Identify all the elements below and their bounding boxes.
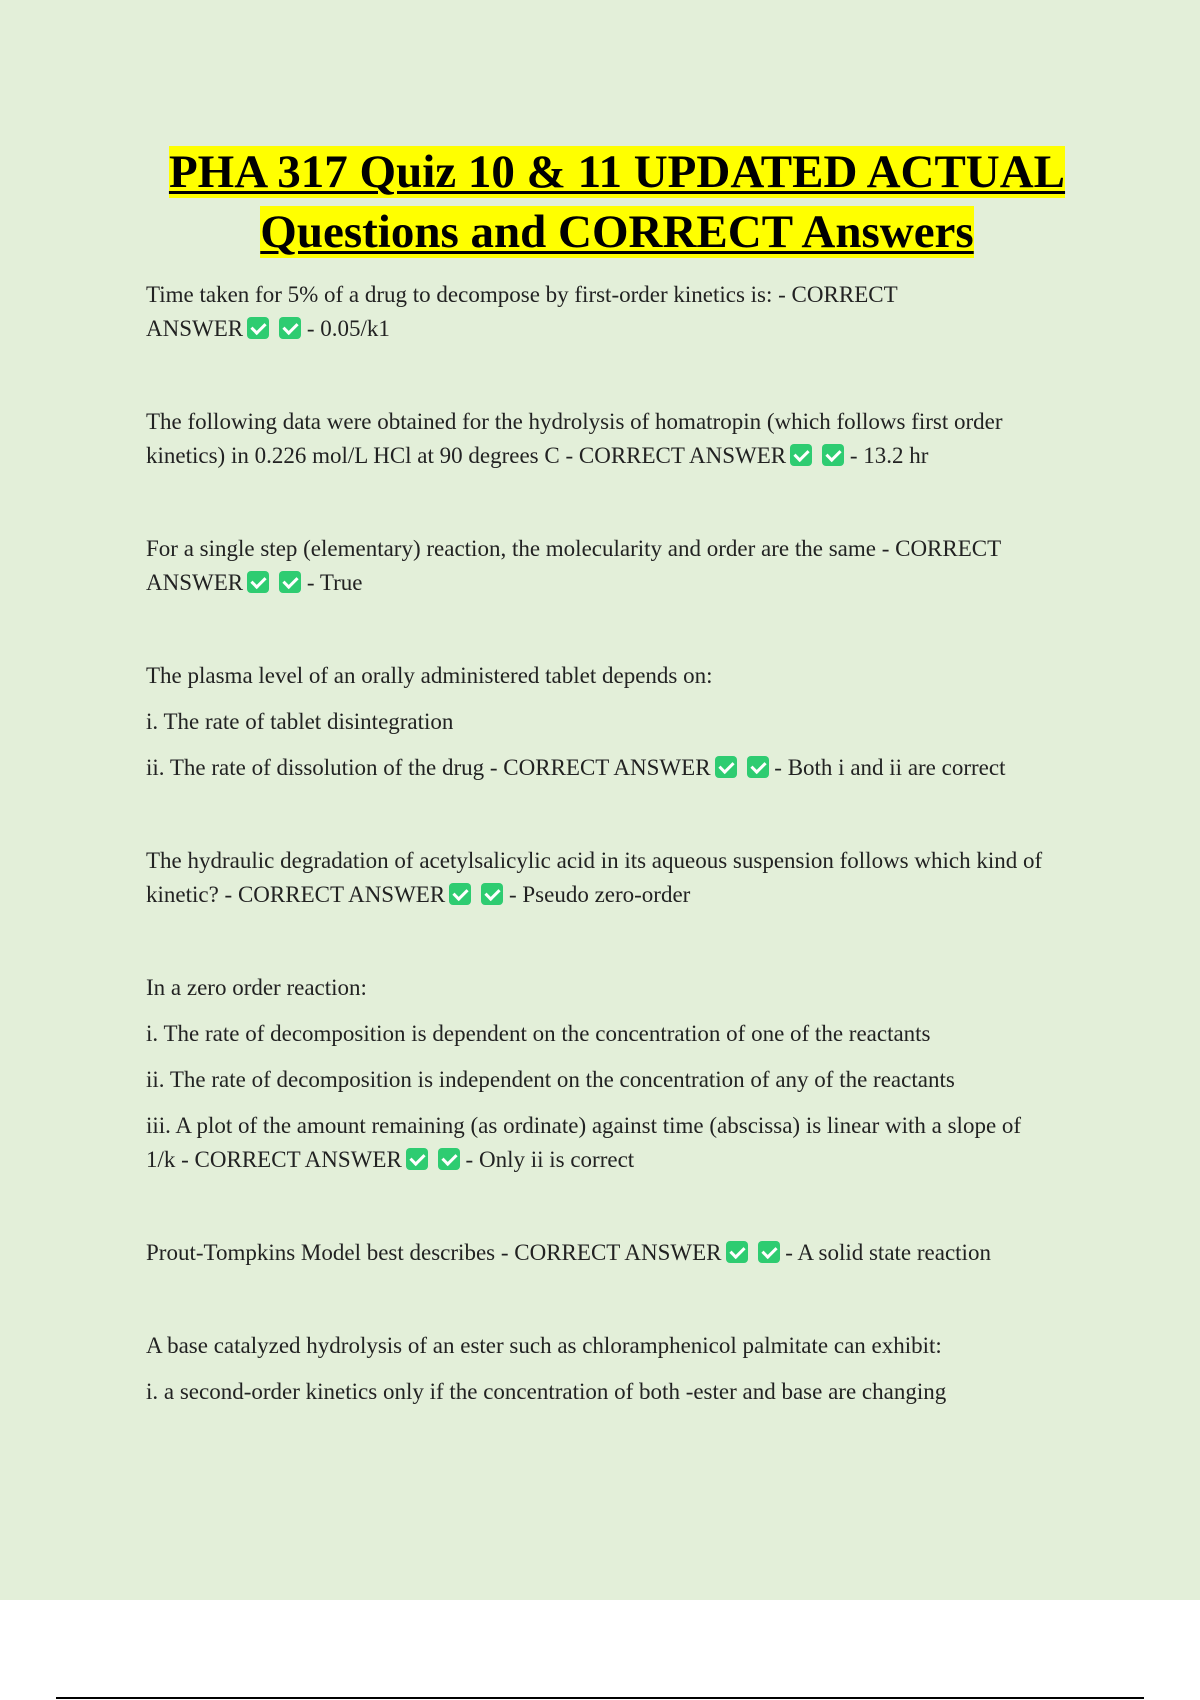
option-text: iii. A plot of the amount remaining (as ordinate) against time (abscissa) is linear with a slope of [146, 1113, 1022, 1138]
option-text: i. The rate of decomposition is dependent on the concentration of one of the reactants [146, 1021, 931, 1046]
qa-item-7 [146, 1236, 1106, 1270]
check-box-icon [449, 883, 471, 905]
check-box-icon [279, 571, 301, 593]
check-box-icon [758, 1241, 780, 1263]
check-box-icon [247, 317, 269, 339]
answer-text: - 13.2 hr [849, 443, 929, 468]
question-text: The following data were obtained for the hydrolysis of homatropin (which follows first order [146, 409, 1003, 434]
qa-item-2 [146, 405, 1106, 473]
check-box-icon [481, 883, 503, 905]
check-box-icon [790, 444, 812, 466]
qa-item-1 [146, 278, 1106, 346]
option-text: ii. The rate of decomposition is independent on the concentration of any of the reactants [146, 1067, 955, 1092]
question-text [146, 566, 1106, 600]
question-text: ANSWER [146, 316, 244, 341]
option-text [146, 1143, 1106, 1177]
check-box-icon [247, 571, 269, 593]
question-text: kinetic? - CORRECT ANSWER [146, 882, 446, 907]
question-text [146, 1236, 1106, 1270]
option-text: 1/k - CORRECT ANSWER [146, 1147, 402, 1172]
qa-item-5 [146, 844, 1106, 912]
title-line-1: PHA 317 Quiz 10 & 11 UPDATED ACTUAL [168, 146, 1066, 198]
option-text: i. a second-order kinetics only if the concentration of both -ester and base are changing [146, 1379, 947, 1404]
page-divider [56, 1697, 1144, 1699]
answer-text: - Both i and ii are correct [774, 755, 1006, 780]
answer-text: - Only ii is correct [465, 1147, 635, 1172]
check-box-icon [726, 1241, 748, 1263]
question-text [146, 439, 1106, 473]
qa-item-3 [146, 532, 1106, 600]
answer-text: - True [306, 570, 363, 595]
check-box-icon [438, 1148, 460, 1170]
question-text: A base catalyzed hydrolysis of an ester such as chloramphenicol palmitate can exhibit: [146, 1333, 942, 1358]
question-text: The hydraulic degradation of acetylsalicylic acid in its aqueous suspension follows which kind of [146, 848, 1043, 873]
answer-text: - Pseudo zero-order [508, 882, 691, 907]
option-text: ii. The rate of dissolution of the drug - CORRECT ANSWER [146, 755, 711, 780]
title-line-2: Questions and CORRECT Answers [260, 206, 974, 258]
qa-item-6 [146, 971, 1106, 1177]
option-text: i. The rate of tablet disintegration [146, 709, 454, 734]
qa-list [146, 278, 1106, 1409]
question-text: Time taken for 5% of a drug to decompose by first-order kinetics is: - CORRECT [146, 282, 898, 307]
qa-item-4 [146, 659, 1106, 785]
question-text: The plasma level of an orally administered tablet depends on: [146, 663, 713, 688]
check-box-icon [747, 756, 769, 778]
question-text: In a zero order reaction: [146, 975, 367, 1000]
question-text [146, 878, 1106, 912]
question-text: Prout-Tompkins Model best describes - CORRECT ANSWER [146, 1240, 722, 1265]
document-title [60, 142, 1174, 262]
question-text: For a single step (elementary) reaction, the molecularity and order are the same - CORRECT [146, 536, 1002, 561]
check-box-icon [279, 317, 301, 339]
check-box-icon [822, 444, 844, 466]
check-box-icon [715, 756, 737, 778]
check-box-icon [406, 1148, 428, 1170]
qa-item-8 [146, 1329, 1106, 1409]
question-text [146, 312, 1106, 346]
question-text: kinetics) in 0.226 mol/L HCl at 90 degrees C - CORRECT ANSWER [146, 443, 787, 468]
answer-text: - A solid state reaction [785, 1240, 991, 1265]
answer-text: - 0.05/k1 [306, 316, 390, 341]
question-text: ANSWER [146, 570, 244, 595]
option-text [146, 751, 1106, 785]
